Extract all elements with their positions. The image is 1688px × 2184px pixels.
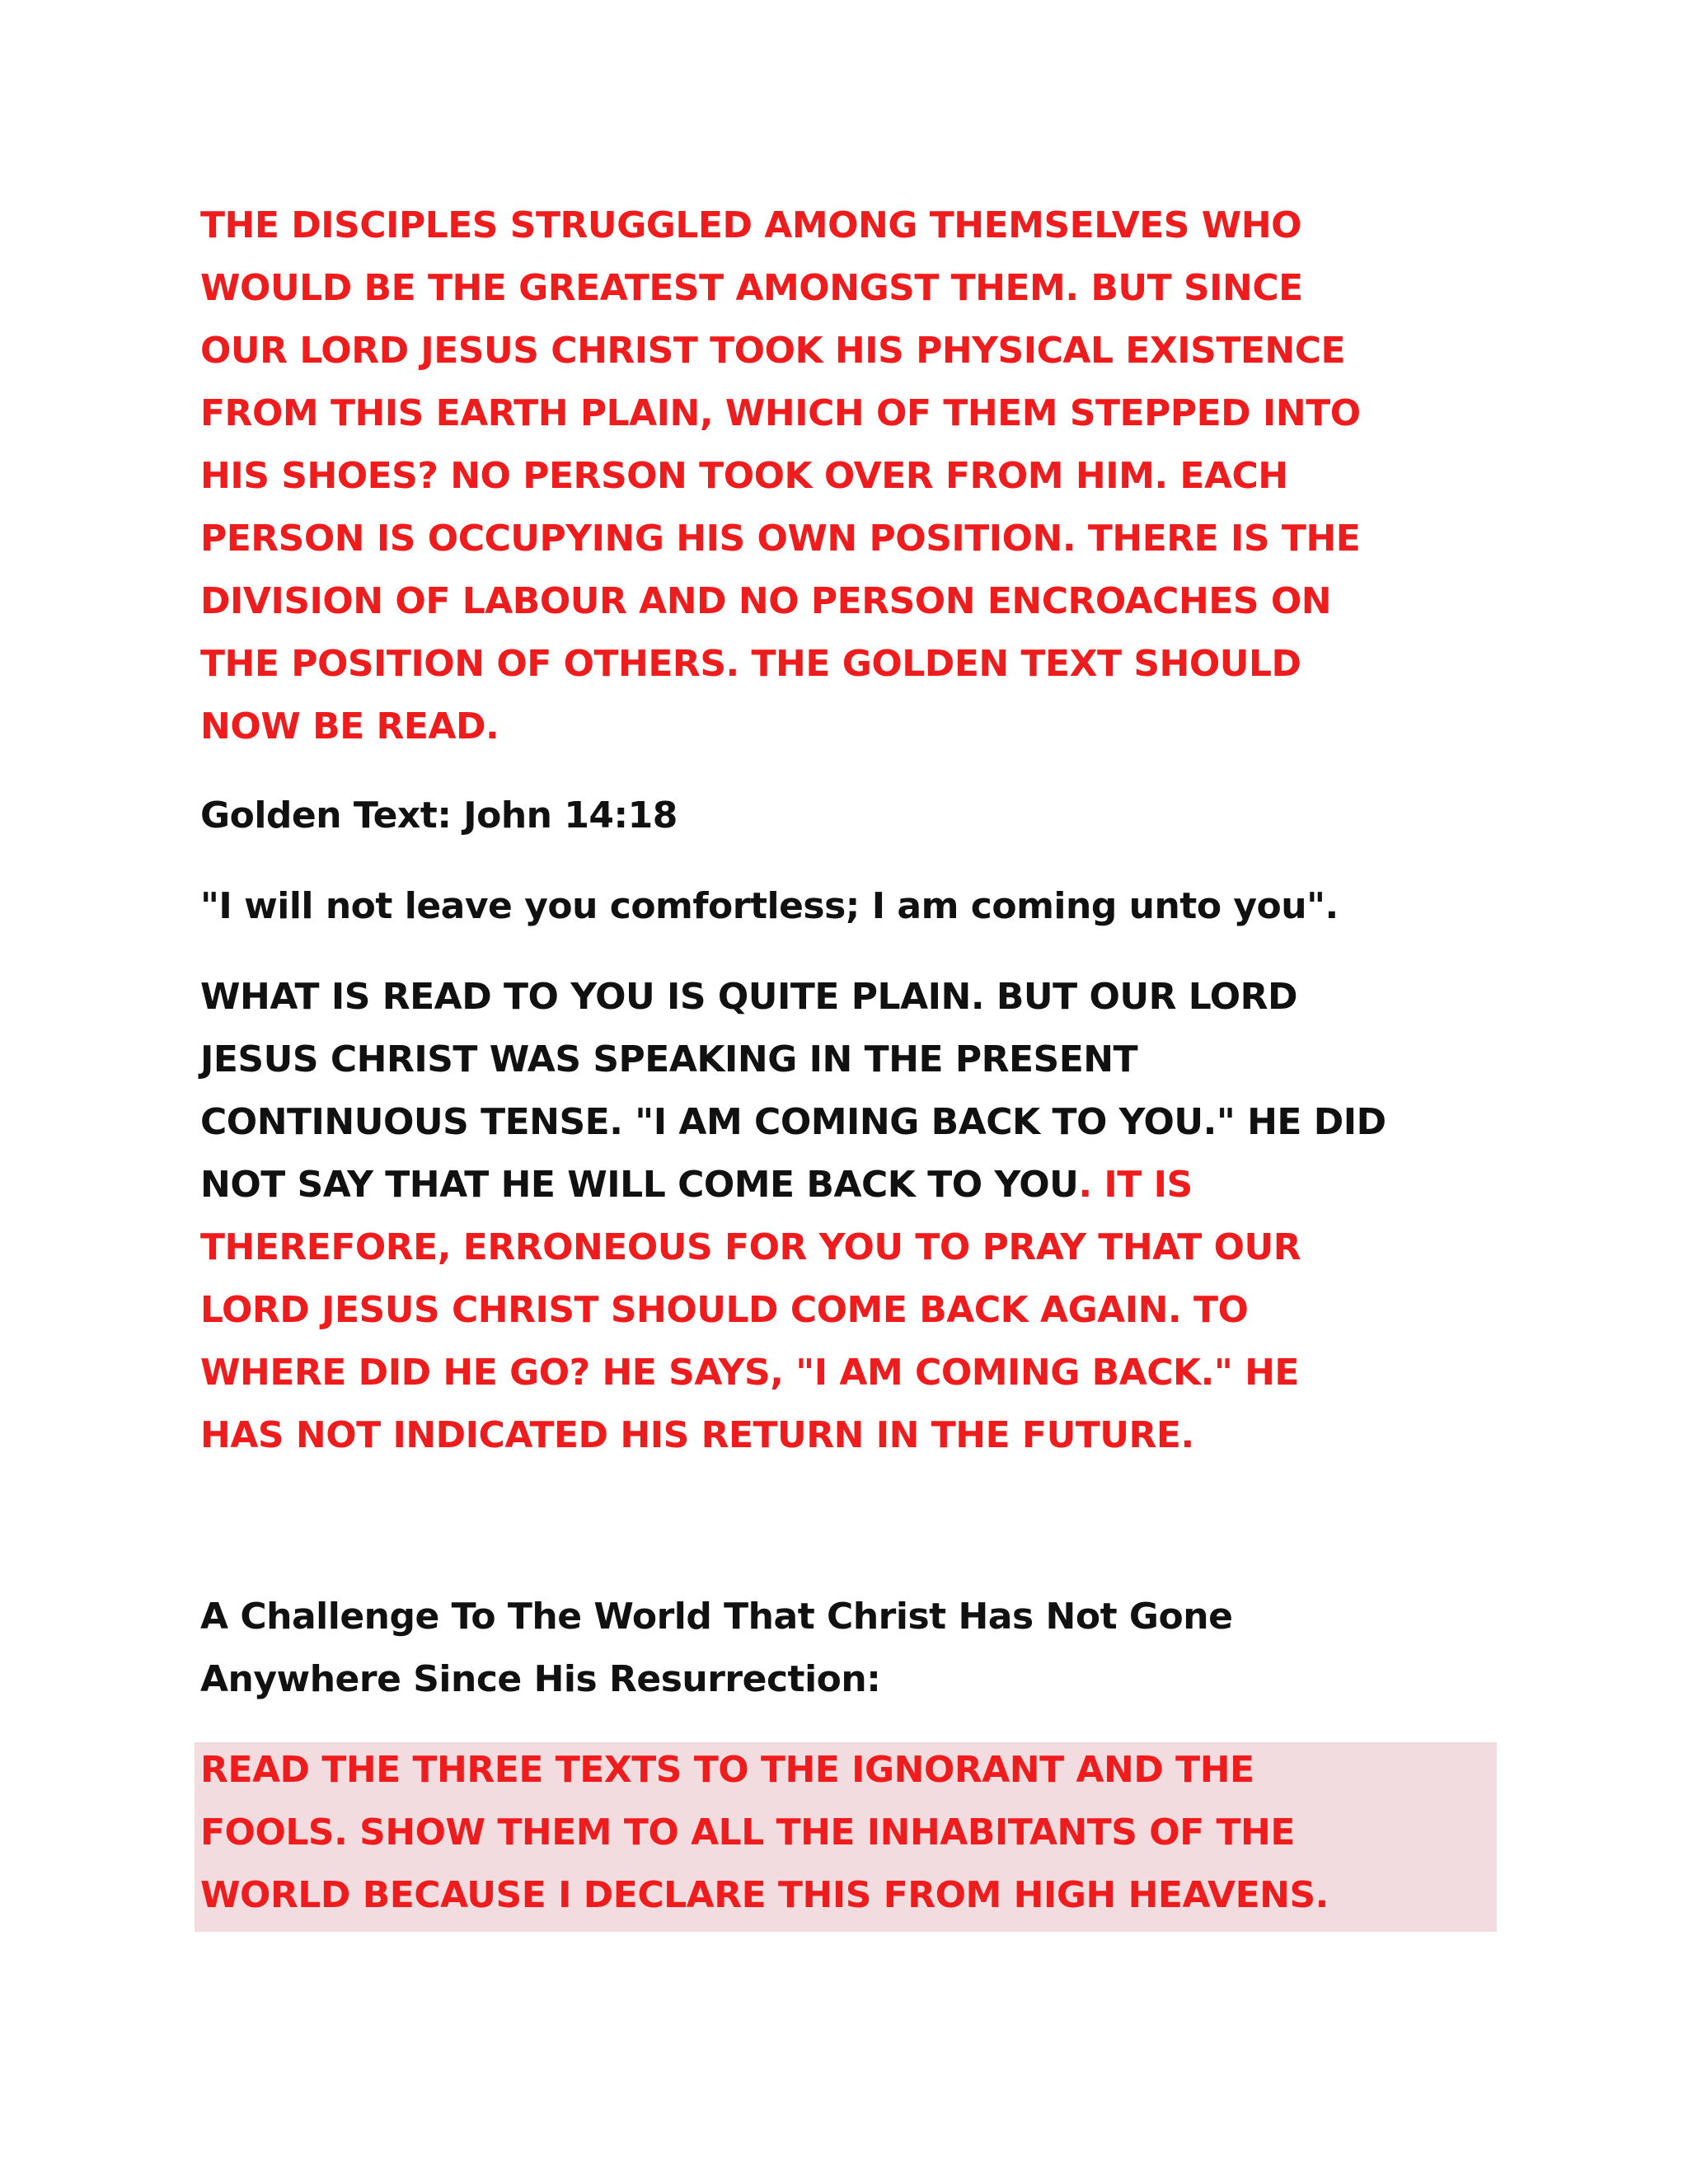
paragraph-line: THEREFORE, ERRONEOUS FOR YOU TO PRAY THAT OUR <box>200 1226 1301 1268</box>
heading-line: Anywhere Since His Resurrection: <box>200 1658 881 1700</box>
paragraph-line: WHAT IS READ TO YOU IS QUITE PLAIN. BUT OUR LORD <box>200 976 1298 1018</box>
paragraph-line: OUR LORD JESUS CHRIST TOOK HIS PHYSICAL EXISTENCE <box>200 330 1346 372</box>
mixed-line-red-part: . IT IS <box>1078 1164 1193 1206</box>
paragraph-line: CONTINUOUS TENSE. "I AM COMING BACK TO YOU." HE DID <box>200 1101 1386 1143</box>
paragraph-line: PERSON IS OCCUPYING HIS OWN POSITION. THERE IS THE <box>200 518 1361 560</box>
paragraph-line: READ THE THREE TEXTS TO THE IGNORANT AND THE <box>200 1749 1254 1791</box>
paragraph-line: HIS SHOES? NO PERSON TOOK OVER FROM HIM. EACH <box>200 455 1288 497</box>
paragraph-line: FOOLS. SHOW THEM TO ALL THE INHABITANTS OF THE <box>200 1811 1295 1854</box>
paragraph-line: HAS NOT INDICATED HIS RETURN IN THE FUTURE. <box>200 1414 1194 1456</box>
paragraph-line: LORD JESUS CHRIST SHOULD COME BACK AGAIN. TO <box>200 1289 1249 1331</box>
golden-text-heading: Golden Text: John 14:18 <box>200 794 678 837</box>
paragraph-line: WORLD BECAUSE I DECLARE THIS FROM HIGH HEAVENS. <box>200 1874 1329 1916</box>
paragraph-line: THE DISCIPLES STRUGGLED AMONG THEMSELVES WHO <box>200 204 1302 246</box>
mixed-line-black-part: NOT SAY THAT HE WILL COME BACK TO YOU <box>200 1164 1079 1206</box>
golden-text-quote: "I will not leave you comfortless; I am coming unto you". <box>200 885 1339 927</box>
heading-line: A Challenge To The World That Christ Has Not Gone <box>200 1596 1233 1638</box>
paragraph-line: FROM THIS EARTH PLAIN, WHICH OF THEM STEPPED INTO <box>200 392 1361 434</box>
paragraph-line: WHERE DID HE GO? HE SAYS, "I AM COMING BACK." HE <box>200 1352 1299 1394</box>
paragraph-line: JESUS CHRIST WAS SPEAKING IN THE PRESENT <box>200 1038 1138 1080</box>
paragraph-line: DIVISION OF LABOUR AND NO PERSON ENCROACHES ON <box>200 580 1332 622</box>
paragraph-line: NOW BE READ. <box>200 705 499 748</box>
paragraph-mixed-line <box>200 1154 1193 1216</box>
paragraph-line: THE POSITION OF OTHERS. THE GOLDEN TEXT SHOULD <box>200 643 1301 685</box>
paragraph-line: WOULD BE THE GREATEST AMONGST THEM. BUT SINCE <box>200 267 1303 309</box>
